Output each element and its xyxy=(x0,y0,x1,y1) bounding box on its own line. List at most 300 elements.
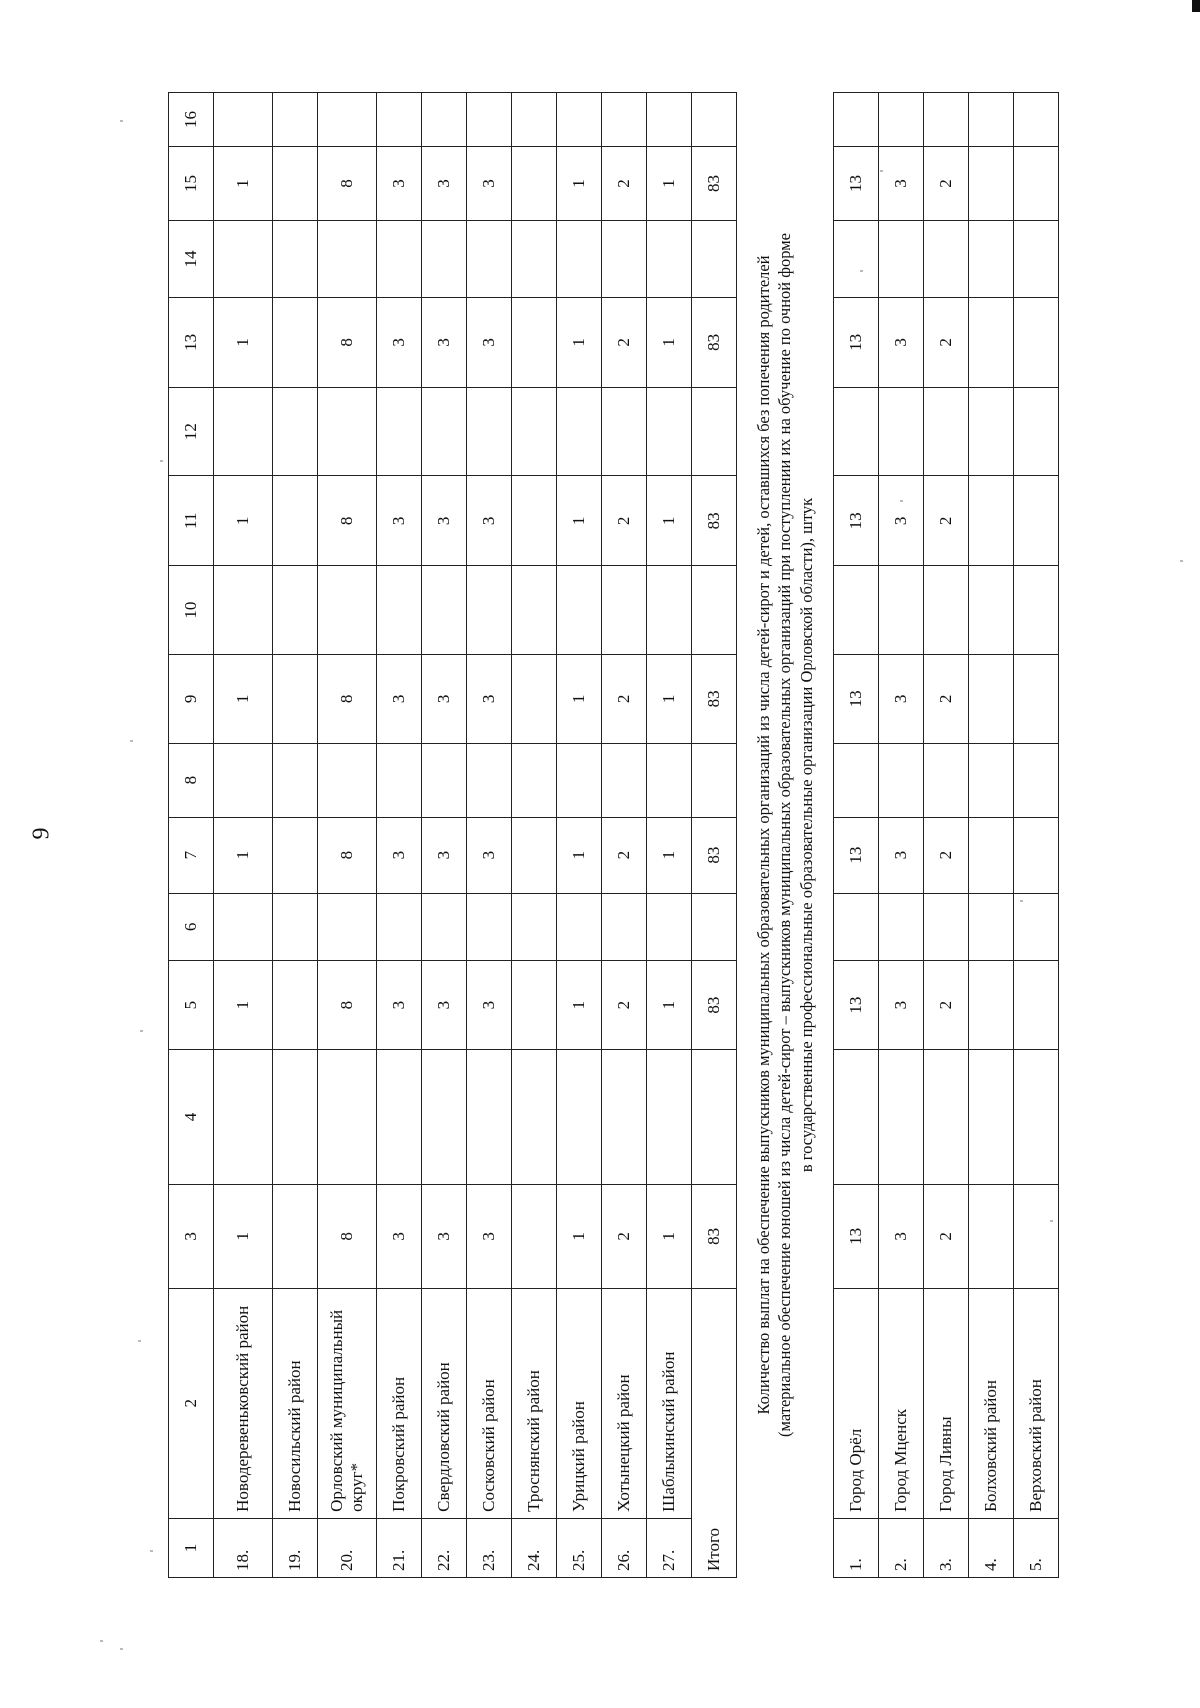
value-cell xyxy=(214,893,273,961)
total-cell: 83 xyxy=(692,146,737,220)
value-cell xyxy=(557,893,602,961)
value-cell xyxy=(273,297,318,387)
municipality-name: Хотынецкий район xyxy=(602,1288,647,1518)
value-cell xyxy=(1014,220,1059,297)
value-cell: 1 xyxy=(214,146,273,220)
value-cell xyxy=(318,893,377,961)
value-cell: 1 xyxy=(214,476,273,566)
value-cell: 1 xyxy=(647,297,692,387)
value-cell: 3 xyxy=(467,817,512,893)
value-cell xyxy=(214,93,273,147)
value-cell: 8 xyxy=(318,817,377,893)
value-cell xyxy=(834,220,879,297)
section-caption-row xyxy=(737,93,834,1578)
row-number: 20. xyxy=(318,1518,377,1577)
value-cell xyxy=(273,476,318,566)
value-cell xyxy=(318,743,377,817)
municipality-name: Свердловский район xyxy=(422,1288,467,1518)
value-cell xyxy=(1014,93,1059,147)
column-header: 15 xyxy=(169,146,214,220)
value-cell xyxy=(273,1185,318,1289)
table-row xyxy=(467,93,512,1578)
value-cell xyxy=(969,817,1014,893)
value-cell: 3 xyxy=(467,476,512,566)
scan-speck xyxy=(1050,1220,1053,1222)
value-cell xyxy=(467,93,512,147)
value-cell xyxy=(377,566,422,655)
rotated-table-container xyxy=(168,92,1064,1578)
value-cell xyxy=(879,1049,924,1184)
value-cell: 3 xyxy=(879,146,924,220)
value-cell: 8 xyxy=(318,961,377,1050)
value-cell xyxy=(1014,893,1059,961)
value-cell: 2 xyxy=(602,297,647,387)
value-cell: 2 xyxy=(924,961,969,1050)
value-cell xyxy=(422,93,467,147)
value-cell: 1 xyxy=(557,146,602,220)
municipality-name: Сосковский район xyxy=(467,1288,512,1518)
value-cell xyxy=(924,93,969,147)
value-cell xyxy=(879,566,924,655)
value-cell: 2 xyxy=(602,476,647,566)
row-number: 26. xyxy=(602,1518,647,1577)
value-cell: 3 xyxy=(879,817,924,893)
municipality-name: Город Орёл xyxy=(834,1288,879,1518)
value-cell: 2 xyxy=(924,654,969,743)
value-cell: 3 xyxy=(377,146,422,220)
value-cell xyxy=(969,220,1014,297)
value-cell: 3 xyxy=(422,1185,467,1289)
value-cell xyxy=(969,476,1014,566)
value-cell: 3 xyxy=(377,817,422,893)
value-cell xyxy=(512,743,557,817)
total-cell: 83 xyxy=(692,297,737,387)
value-cell xyxy=(214,220,273,297)
value-cell xyxy=(602,743,647,817)
value-cell xyxy=(1014,387,1059,476)
value-cell: 1 xyxy=(557,297,602,387)
value-cell xyxy=(647,566,692,655)
value-cell xyxy=(422,566,467,655)
row-number: 22. xyxy=(422,1518,467,1577)
value-cell xyxy=(1014,297,1059,387)
row-number: 24. xyxy=(512,1518,557,1577)
row-number: 21. xyxy=(377,1518,422,1577)
value-cell xyxy=(273,743,318,817)
value-cell: 3 xyxy=(377,476,422,566)
row-number: 25. xyxy=(557,1518,602,1577)
value-cell xyxy=(377,1049,422,1184)
scan-speck xyxy=(120,120,123,122)
scan-speck xyxy=(130,740,133,742)
table-row xyxy=(924,93,969,1578)
value-cell xyxy=(273,961,318,1050)
table-row xyxy=(647,93,692,1578)
column-header: 14 xyxy=(169,220,214,297)
table-row xyxy=(834,93,879,1578)
value-cell xyxy=(214,387,273,476)
value-cell: 13 xyxy=(834,1185,879,1289)
value-cell xyxy=(879,743,924,817)
value-cell xyxy=(1014,476,1059,566)
value-cell xyxy=(512,1049,557,1184)
column-header: 8 xyxy=(169,743,214,817)
row-number: 23. xyxy=(467,1518,512,1577)
value-cell xyxy=(557,93,602,147)
value-cell xyxy=(924,566,969,655)
value-cell: 13 xyxy=(834,297,879,387)
value-cell xyxy=(1014,146,1059,220)
table-row xyxy=(377,93,422,1578)
value-cell xyxy=(647,220,692,297)
value-cell: 1 xyxy=(557,476,602,566)
value-cell: 1 xyxy=(647,1185,692,1289)
value-cell xyxy=(318,387,377,476)
value-cell xyxy=(467,566,512,655)
value-cell xyxy=(602,1049,647,1184)
value-cell xyxy=(647,387,692,476)
municipality-name: Троснянский район xyxy=(512,1288,557,1518)
total-cell xyxy=(692,743,737,817)
value-cell xyxy=(273,146,318,220)
total-cell xyxy=(692,93,737,147)
value-cell xyxy=(647,743,692,817)
value-cell xyxy=(1014,654,1059,743)
value-cell xyxy=(879,93,924,147)
value-cell: 3 xyxy=(422,961,467,1050)
value-cell: 3 xyxy=(879,297,924,387)
caption-line3: в государственные профессиональные образовательные организации Орловской области), штук xyxy=(796,497,816,1173)
value-cell xyxy=(557,220,602,297)
value-cell: 2 xyxy=(924,476,969,566)
value-cell xyxy=(422,1049,467,1184)
value-cell xyxy=(273,1049,318,1184)
column-header: 11 xyxy=(169,476,214,566)
value-cell xyxy=(214,566,273,655)
value-cell: 2 xyxy=(924,146,969,220)
value-cell: 13 xyxy=(834,654,879,743)
value-cell xyxy=(834,93,879,147)
value-cell xyxy=(602,93,647,147)
value-cell: 1 xyxy=(214,1185,273,1289)
value-cell: 2 xyxy=(924,1185,969,1289)
value-cell: 1 xyxy=(557,654,602,743)
column-header: 13 xyxy=(169,297,214,387)
value-cell: 3 xyxy=(879,961,924,1050)
column-header: 3 xyxy=(169,1185,214,1289)
total-cell xyxy=(692,220,737,297)
value-cell xyxy=(834,1049,879,1184)
value-cell: 3 xyxy=(422,654,467,743)
value-cell: 2 xyxy=(602,961,647,1050)
value-cell xyxy=(467,893,512,961)
table-row xyxy=(214,93,273,1578)
value-cell xyxy=(467,1049,512,1184)
value-cell: 13 xyxy=(834,476,879,566)
row-number: 1. xyxy=(834,1518,879,1577)
value-cell xyxy=(377,387,422,476)
municipality-name: Урицкий район xyxy=(557,1288,602,1518)
value-cell: 2 xyxy=(602,1185,647,1289)
value-cell xyxy=(1014,1049,1059,1184)
total-cell: 83 xyxy=(692,1185,737,1289)
value-cell xyxy=(602,387,647,476)
value-cell xyxy=(969,93,1014,147)
value-cell: 8 xyxy=(318,476,377,566)
value-cell xyxy=(969,893,1014,961)
total-cell xyxy=(692,1049,737,1184)
table-row xyxy=(512,93,557,1578)
row-number: 27. xyxy=(647,1518,692,1577)
value-cell xyxy=(512,654,557,743)
value-cell xyxy=(512,220,557,297)
value-cell xyxy=(467,743,512,817)
scan-edge-mark xyxy=(1192,0,1200,12)
table-row xyxy=(969,93,1014,1578)
value-cell xyxy=(969,654,1014,743)
table-row xyxy=(318,93,377,1578)
value-cell xyxy=(273,893,318,961)
value-cell: 3 xyxy=(377,1185,422,1289)
value-cell: 2 xyxy=(602,817,647,893)
column-header: 9 xyxy=(169,654,214,743)
value-cell xyxy=(318,566,377,655)
value-cell xyxy=(924,743,969,817)
municipality-name: Шаблыкинский район xyxy=(647,1288,692,1518)
scan-speck xyxy=(880,170,883,172)
value-cell xyxy=(422,893,467,961)
table-row xyxy=(557,93,602,1578)
value-cell xyxy=(422,220,467,297)
municipality-name: Новосильский район xyxy=(273,1288,318,1518)
value-cell xyxy=(273,387,318,476)
value-cell: 3 xyxy=(422,476,467,566)
value-cell xyxy=(377,93,422,147)
value-cell xyxy=(467,387,512,476)
row-number: 19. xyxy=(273,1518,318,1577)
scan-speck xyxy=(900,500,903,502)
value-cell xyxy=(969,146,1014,220)
value-cell: 1 xyxy=(647,654,692,743)
value-cell: 1 xyxy=(647,817,692,893)
value-cell: 2 xyxy=(924,297,969,387)
total-cell xyxy=(692,566,737,655)
total-row xyxy=(692,93,737,1578)
value-cell xyxy=(557,566,602,655)
value-cell xyxy=(969,961,1014,1050)
value-cell xyxy=(924,387,969,476)
value-cell: 2 xyxy=(602,654,647,743)
value-cell xyxy=(834,893,879,961)
municipality-name: Город Мценск xyxy=(879,1288,924,1518)
value-cell xyxy=(969,1049,1014,1184)
value-cell xyxy=(512,961,557,1050)
table-row xyxy=(273,93,318,1578)
value-cell xyxy=(273,654,318,743)
value-cell xyxy=(1014,566,1059,655)
table-row xyxy=(422,93,467,1578)
value-cell: 3 xyxy=(879,654,924,743)
column-header: 16 xyxy=(169,93,214,147)
row-number: 4. xyxy=(969,1518,1014,1577)
value-cell: 13 xyxy=(834,961,879,1050)
value-cell xyxy=(512,566,557,655)
caption-line1: Количество выплат на обеспечение выпускников муниципальных образовательных организаций из числа детей-сирот и детей, оставшихся без попечения родителей xyxy=(754,255,774,1415)
municipality-name: Болховский район xyxy=(969,1288,1014,1518)
value-cell xyxy=(512,1185,557,1289)
value-cell: 8 xyxy=(318,654,377,743)
value-cell xyxy=(377,220,422,297)
value-cell: 13 xyxy=(834,817,879,893)
value-cell xyxy=(647,893,692,961)
scan-speck xyxy=(860,270,863,272)
total-cell: 83 xyxy=(692,961,737,1050)
value-cell: 1 xyxy=(214,654,273,743)
value-cell: 1 xyxy=(557,1185,602,1289)
value-cell xyxy=(512,387,557,476)
value-cell xyxy=(557,743,602,817)
value-cell xyxy=(969,297,1014,387)
scan-speck xyxy=(1020,900,1023,902)
value-cell xyxy=(969,566,1014,655)
column-header-row xyxy=(169,93,214,1578)
value-cell xyxy=(924,893,969,961)
value-cell xyxy=(214,743,273,817)
value-cell xyxy=(1014,817,1059,893)
column-header: 7 xyxy=(169,817,214,893)
value-cell: 3 xyxy=(467,1185,512,1289)
column-header: 1 xyxy=(169,1518,214,1577)
value-cell xyxy=(1014,961,1059,1050)
value-cell xyxy=(879,220,924,297)
column-header: 4 xyxy=(169,1049,214,1184)
value-cell xyxy=(377,743,422,817)
total-cell: 83 xyxy=(692,476,737,566)
scan-speck xyxy=(120,1648,123,1650)
value-cell xyxy=(834,566,879,655)
table-row xyxy=(602,93,647,1578)
column-header: 10 xyxy=(169,566,214,655)
municipality-name: Покровский район xyxy=(377,1288,422,1518)
row-number: 18. xyxy=(214,1518,273,1577)
value-cell xyxy=(969,1185,1014,1289)
value-cell: 1 xyxy=(647,961,692,1050)
value-cell xyxy=(512,297,557,387)
value-cell xyxy=(879,893,924,961)
value-cell xyxy=(273,566,318,655)
scan-speck xyxy=(138,1340,141,1342)
value-cell: 1 xyxy=(214,297,273,387)
total-cell xyxy=(692,893,737,961)
value-cell xyxy=(318,93,377,147)
value-cell xyxy=(273,220,318,297)
row-number: 2. xyxy=(879,1518,924,1577)
value-cell: 3 xyxy=(422,146,467,220)
value-cell: 3 xyxy=(879,476,924,566)
value-cell: 13 xyxy=(834,146,879,220)
scan-speck xyxy=(100,1640,103,1642)
value-cell: 1 xyxy=(557,817,602,893)
value-cell xyxy=(557,387,602,476)
value-cell xyxy=(924,220,969,297)
column-header: 2 xyxy=(169,1288,214,1518)
value-cell xyxy=(377,893,422,961)
value-cell: 1 xyxy=(647,146,692,220)
section-caption xyxy=(737,93,834,1578)
value-cell: 2 xyxy=(924,817,969,893)
value-cell xyxy=(557,1049,602,1184)
municipality-name: Город Ливны xyxy=(924,1288,969,1518)
row-number: 3. xyxy=(924,1518,969,1577)
value-cell: 3 xyxy=(879,1185,924,1289)
value-cell xyxy=(512,93,557,147)
municipality-name: Орловский муниципальный округ* xyxy=(318,1288,377,1518)
value-cell: 3 xyxy=(377,297,422,387)
value-cell xyxy=(1014,743,1059,817)
municipality-name: Новодеревеньковский район xyxy=(214,1288,273,1518)
value-cell: 3 xyxy=(467,297,512,387)
value-cell xyxy=(467,220,512,297)
value-cell xyxy=(879,387,924,476)
table-row xyxy=(879,93,924,1578)
scan-speck xyxy=(150,1550,153,1552)
value-cell xyxy=(969,743,1014,817)
municipality-name: Верховский район xyxy=(1014,1288,1059,1518)
value-cell xyxy=(422,387,467,476)
value-cell: 3 xyxy=(377,961,422,1050)
value-cell xyxy=(512,146,557,220)
value-cell xyxy=(969,387,1014,476)
value-cell xyxy=(647,1049,692,1184)
value-cell xyxy=(318,220,377,297)
table-row xyxy=(1014,93,1059,1578)
value-cell xyxy=(512,476,557,566)
value-cell xyxy=(318,1049,377,1184)
value-cell: 8 xyxy=(318,1185,377,1289)
value-cell xyxy=(214,1049,273,1184)
value-cell: 3 xyxy=(467,654,512,743)
caption-line2: (материальное обеспечение юношей из числа детей-сирот – выпускников муниципальных образовательных организаций при поступлении их на обучение по очной форме xyxy=(775,233,795,1437)
value-cell: 2 xyxy=(602,146,647,220)
value-cell xyxy=(512,817,557,893)
value-cell xyxy=(273,93,318,147)
value-cell: 3 xyxy=(467,961,512,1050)
value-cell: 8 xyxy=(318,146,377,220)
value-cell: 3 xyxy=(377,654,422,743)
total-cell xyxy=(692,387,737,476)
column-header: 6 xyxy=(169,893,214,961)
value-cell xyxy=(1014,1185,1059,1289)
column-header: 5 xyxy=(169,961,214,1050)
value-cell: 3 xyxy=(422,297,467,387)
page-number: 9 xyxy=(28,827,55,840)
value-cell: 3 xyxy=(422,817,467,893)
value-cell: 1 xyxy=(214,961,273,1050)
value-cell xyxy=(924,1049,969,1184)
value-cell: 1 xyxy=(647,476,692,566)
value-cell: 1 xyxy=(214,817,273,893)
value-cell xyxy=(647,93,692,147)
value-cell xyxy=(834,387,879,476)
value-cell: 8 xyxy=(318,297,377,387)
value-cell xyxy=(834,743,879,817)
value-cell: 3 xyxy=(467,146,512,220)
total-label: Итого xyxy=(692,1288,737,1577)
value-cell xyxy=(602,893,647,961)
value-cell xyxy=(512,893,557,961)
value-cell: 1 xyxy=(557,961,602,1050)
scan-speck xyxy=(160,460,163,462)
